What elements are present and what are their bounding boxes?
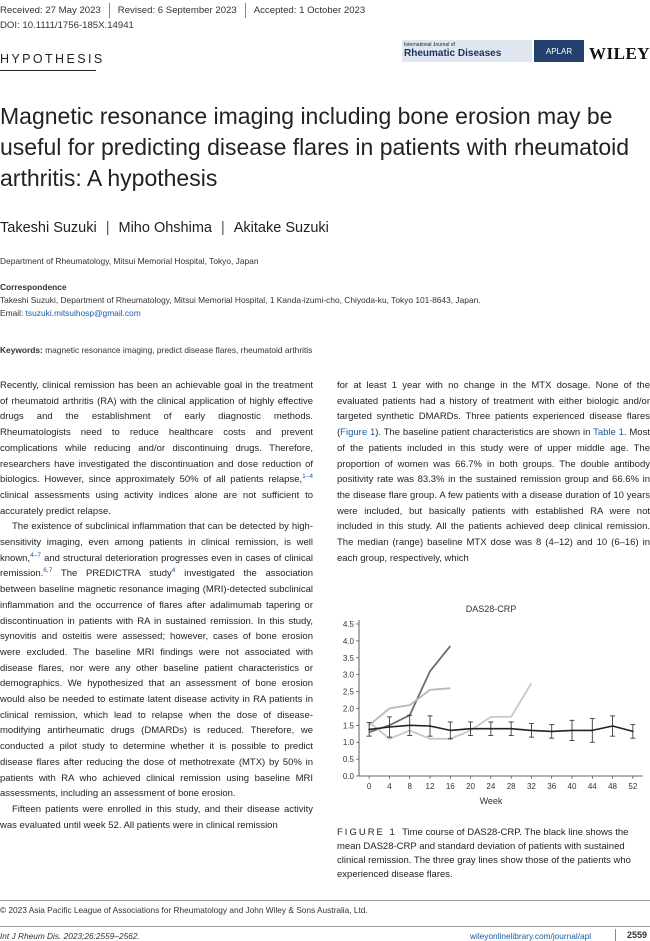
journal-site-link[interactable]: wileyonlinelibrary.com/journal/apl (470, 931, 592, 941)
reference-link[interactable]: 4–7 (30, 551, 41, 559)
page-footer (0, 926, 650, 941)
keywords-label: Keywords: (0, 345, 43, 355)
doi[interactable]: DOI: 10.1111/1756-185X.14941 (0, 20, 134, 31)
x-tick-label: 0 (366, 782, 372, 791)
x-tick-label: 28 (506, 782, 516, 791)
y-tick-label: 1.5 (342, 721, 354, 731)
divider (0, 70, 96, 71)
y-tick-label: 4.0 (342, 636, 354, 646)
article-type: HYPOTHESIS (0, 52, 105, 66)
data-point (490, 728, 492, 730)
journal-logo-line1: International Journal of (404, 42, 455, 48)
data-point (510, 728, 512, 730)
paragraph: The existence of subclinical inflammation that can be detected by high-sensitivity imaging, even among patients in clinical remission, is well known,$^{4-7}$ and structural deterioration progresses even in cases of clinical remission.$^{6,7}$ The PREDICTRA study$^4$ investigated the association between baseline magnetic resonance imaging (MRI)-detected subclinical inflammation and the occurrence of flares after adalimumab tapering or discontinuation in patients with RA in sustained remission. In this study, synovitis and osteitis were assessed; however, cases of bone erosion were excluded. The baseline MRI findings were not associated with disease flares, nor were any other baseline patient characteristics or demographics. We hypothesized that an assessment of bone erosion would also be needed to estimate latent disease activity in RA patients in clinical remission, which lead to relapse when the dose of disease-modifying antirheumatic drugs (DMARDs) is reduced. Therefore, we conducted a pilot study to determine whether it is possible to predict disease flares after reducing the dose of methotrexate (MTX) by 50% in patients with RA who achieved clinical remission using baseline MRI assessments, including an assessment of bone erosion. (0, 521, 313, 800)
society-logo: APLAR (534, 40, 584, 62)
y-tick-label: 2.0 (342, 704, 354, 714)
x-tick-label: 12 (425, 782, 435, 791)
author-name[interactable]: Akitake Suzuki (233, 220, 329, 236)
article-dates (0, 0, 373, 20)
x-tick-label: 44 (587, 782, 597, 791)
author-list: Takeshi Suzuki | Miho Ohshima | Akitake Suzuki (0, 220, 329, 236)
data-point (429, 725, 431, 727)
paragraph: Fifteen patients were enrolled in this study, and their disease activity was evaluated until week 52. All patients were in clinical remission (0, 803, 313, 831)
author-name[interactable]: Takeshi Suzuki (0, 220, 97, 236)
accepted-date: Accepted: 1 October 2023 (253, 4, 366, 16)
x-tick-label: 32 (526, 782, 536, 791)
caption-text: Time course of DAS28-CRP. The black line shows the mean DAS28-CRP and standard deviation of patients with sustained clinical remission. The three gray lines show those of the patients who experienced disease flares. (337, 827, 631, 880)
received-date: Received: 27 May 2023 (0, 4, 101, 16)
figure-link[interactable]: Figure 1 (340, 427, 376, 439)
reference-link[interactable]: 6,7 (43, 567, 53, 575)
x-tick-label: 40 (567, 782, 577, 791)
email-link[interactable]: tsuzuki.mitsuihosp@gmail.com (25, 308, 141, 318)
journal-logo-line2: Rheumatic Diseases (404, 48, 502, 59)
revised-date: Revised: 6 September 2023 (117, 4, 237, 16)
x-tick-label: 36 (547, 782, 557, 791)
y-tick-label: 0.0 (342, 772, 354, 781)
data-point (470, 728, 472, 730)
email-label: Email: (0, 308, 24, 318)
reference-link[interactable]: 1–4 (302, 473, 313, 481)
data-point (389, 726, 391, 728)
data-point (449, 730, 451, 732)
article-title: Magnetic resonance imaging including bone erosion may be useful for predicting disease flares in patients with rheumatoid arthritis: A hypothesis (0, 103, 630, 191)
x-tick-label: 20 (466, 782, 476, 791)
affiliation: Department of Rheumatology, Mitsui Memorial Hospital, Tokyo, Japan (0, 256, 259, 266)
body-right-column (337, 378, 650, 566)
x-tick-label: 8 (407, 782, 412, 791)
page-number: 2559 (627, 930, 648, 940)
figure-caption (337, 826, 650, 882)
data-point (612, 725, 614, 727)
divider (615, 929, 616, 941)
paragraph: Recently, clinical remission has been an achievable goal in the treatment of rheumatoid arthritis (RA) with the clinical application of highly effective drugs and the establishment of early diagnostic methods. Rheumatologists need to reduce healthcare costs and prevent complications while reducing and/or discontinuing drugs. Therefore, researchers have investigated the discontinuation and dose reduction of biologics. However, since approximately 50% of all patients relapse,$^{1-4}$ clinical assessments using activity indices alone are not sufficient to accurately predict relapse. (0, 380, 313, 517)
keywords-text: magnetic resonance imaging, predict disease flares, rheumatoid arthritis (45, 345, 313, 355)
citation: Int J Rheum Dis. 2023;26:2559–2562. (0, 931, 140, 941)
data-point (571, 730, 573, 732)
das28-chart (337, 600, 647, 820)
y-tick-label: 3.0 (342, 670, 354, 680)
reference-link[interactable]: 4 (171, 567, 176, 575)
data-point (409, 724, 411, 726)
x-tick-label: 24 (486, 782, 496, 791)
x-tick-label: 52 (628, 782, 638, 791)
y-tick-label: 1.0 (342, 738, 354, 748)
author-name[interactable]: Miho Ohshima (118, 220, 212, 236)
publisher-logo[interactable]: WILEY (589, 44, 650, 63)
data-point (591, 730, 593, 732)
keywords (0, 344, 312, 357)
chart-title: DAS28-CRP (465, 604, 517, 614)
y-tick-label: 2.5 (342, 687, 354, 697)
x-tick-label: 48 (608, 782, 618, 791)
x-tick-label: 16 (445, 782, 455, 791)
y-tick-label: 0.5 (342, 755, 354, 765)
data-point (531, 730, 533, 732)
correspondence-label: Correspondence (0, 282, 67, 292)
figure-label: FIGURE 1 (337, 827, 397, 838)
data-point (632, 731, 634, 733)
x-axis-label: Week (479, 796, 503, 806)
data-point (368, 728, 370, 730)
data-point (551, 731, 553, 733)
y-tick-label: 3.5 (342, 653, 354, 663)
correspondence (0, 281, 481, 320)
body-left-column (0, 378, 313, 833)
x-tick-label: 4 (387, 782, 392, 791)
copyright: © 2023 Asia Pacific League of Associations for Rheumatology and John Wiley & Sons Australia, Ltd. (0, 900, 650, 915)
y-tick-label: 4.5 (342, 620, 354, 629)
paragraph: for at least 1 year with no change in the MTX dosage. None of the evaluated patients had a history of treatment with either biologic and/or targeted synthetic DMARDs. Three patients experienced disease flares (Figure 1). The baseline patient characteristics are shown in Table 1. Most of the patients included in this study were of upper middle age. The proportion of women was 66.7% in both groups. The double antibody positivity rate was 83.3% in the sustained remission group and 66.6% in the disease flare group. A few patients with a disease duration of 10 years were included, but basically patients with established RA were not included in this study. All the patients achieved deep clinical remission. The median (range) baseline MTX dose was 8 (4–12) and 10 (6–16) in each group, respectively, which (337, 380, 650, 564)
journal-logo[interactable] (402, 40, 532, 62)
table-link[interactable]: Table 1 (593, 427, 624, 439)
correspondence-address: Takeshi Suzuki, Department of Rheumatology, Mitsui Memorial Hospital, 1 Kanda-izumi-cho, Chiyoda-ku, Tokyo 101-8643, Japan. (0, 295, 481, 305)
